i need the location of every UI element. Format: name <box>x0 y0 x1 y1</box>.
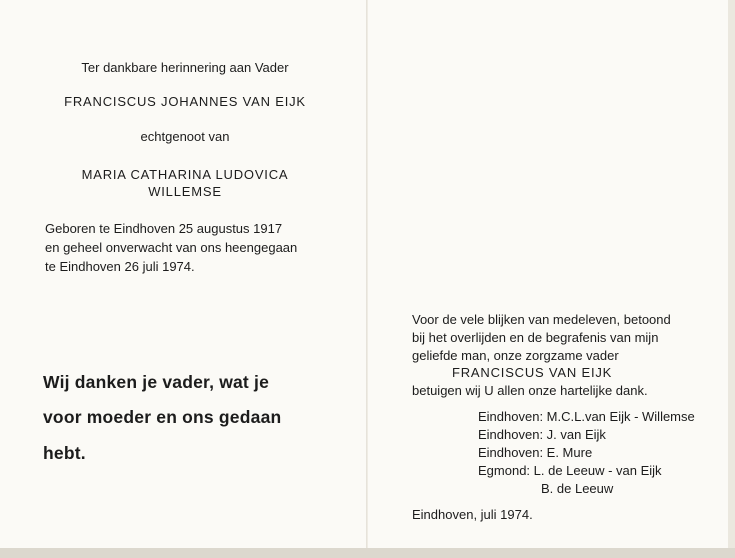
born-line2: en geheel onverwacht van ons heengegaan <box>45 240 298 255</box>
card-edge-right <box>728 0 735 558</box>
born-line3: te Eindhoven 26 juli 1974. <box>45 259 195 274</box>
spouse-name-line1: MARIA CATHARINA LUDOVICA <box>81 167 289 182</box>
thanks-line2: bij het overlijden en de begrafenis van mijn <box>412 330 659 345</box>
quote-line1: Wij danken je vader, wat je <box>43 372 270 392</box>
family-member: Eindhoven: J. van Eijk <box>478 427 606 442</box>
deceased-name: FRANCISCUS JOHANNES VAN EIJK <box>64 94 306 109</box>
card-fold <box>366 0 368 558</box>
family-member: B. de Leeuw <box>541 481 614 496</box>
family-member: Eindhoven: M.C.L.van Eijk - Willemse <box>478 409 695 424</box>
thanks-line1: Voor de vele blijken van medeleven, betoond <box>412 312 671 327</box>
thanks-line4: betuigen wij U allen onze hartelijke dank. <box>412 383 648 398</box>
thanks-line3: geliefde man, onze zorgzame vader <box>412 348 619 363</box>
family-member: Eindhoven: E. Mure <box>478 445 593 460</box>
spouse-name-line2: WILLEMSE <box>148 184 222 199</box>
thanks-name: FRANCISCUS VAN EIJK <box>452 365 613 380</box>
quote-line2: voor moeder en ons gedaan <box>43 407 282 427</box>
intro-text: Ter dankbare herinnering aan Vader <box>81 60 289 75</box>
place-date: Eindhoven, juli 1974. <box>412 507 533 522</box>
spouse-intro: echtgenoot van <box>140 129 230 144</box>
born-line1: Geboren te Eindhoven 25 augustus 1917 <box>45 221 283 236</box>
card-edge-bottom <box>0 548 735 558</box>
family-member: Egmond: L. de Leeuw - van Eijk <box>478 463 662 478</box>
quote-line3: hebt. <box>43 443 86 463</box>
